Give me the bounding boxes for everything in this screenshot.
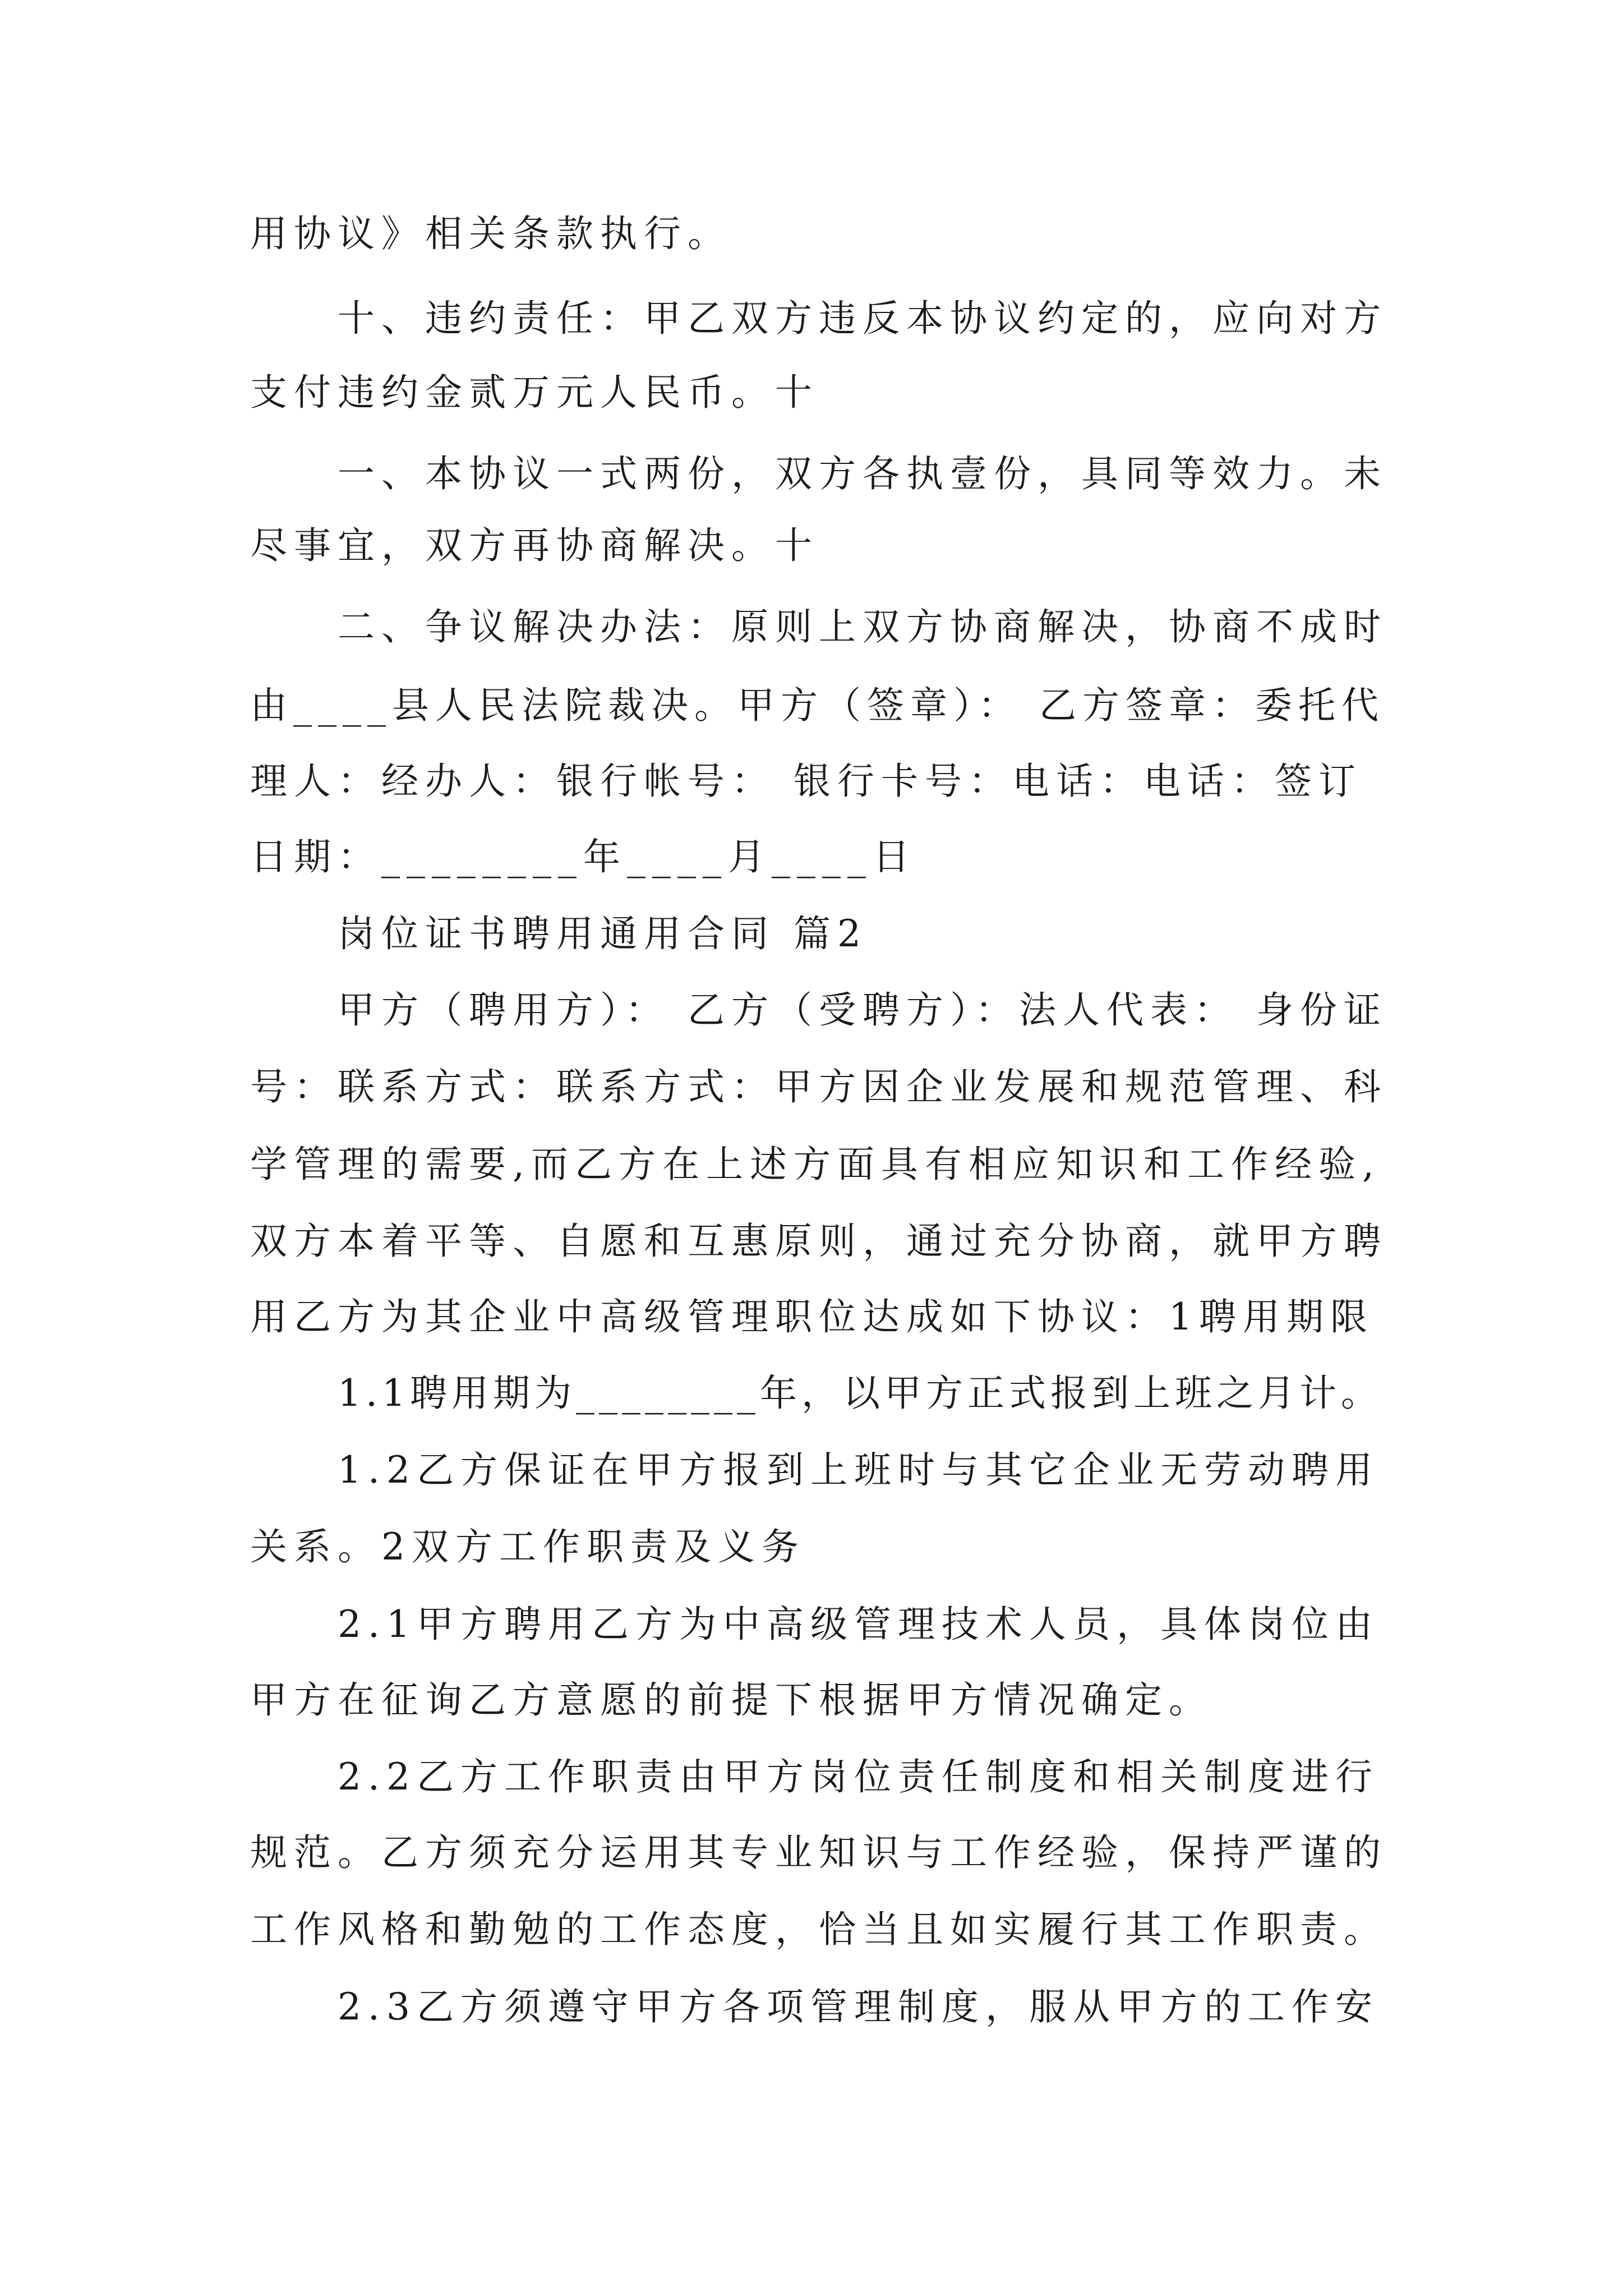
section-heading: 岗位证书聘用通用合同 篇2 xyxy=(338,912,868,955)
text-line: 学管理的需要,而乙方在上述方面具有相应知识和工作经验, xyxy=(250,1143,1381,1186)
text-line: 日期：________年____月____日 xyxy=(250,835,916,878)
text-line: 支付违约金贰万元人民币。十 xyxy=(250,371,819,414)
text-line: 甲方（聘用方）： 乙方（受聘方）：法人代表： 身份证 xyxy=(338,988,1387,1032)
text-line: 尽事宜，双方再协商解决。十 xyxy=(250,524,819,567)
text-line: 二、争议解决办法：原则上双方协商解决，协商不成时 xyxy=(338,605,1387,648)
text-line: 2.1甲方聘用乙方为中高级管理技术人员，具体岗位由 xyxy=(338,1603,1379,1646)
text-line: 甲方在征询乙方意愿的前提下根据甲方情况确定。 xyxy=(250,1678,1212,1722)
text-line: 理人：经办人：银行帐号： 银行卡号：电话：电话：签订 xyxy=(250,760,1362,803)
text-line: 2.3乙方须遵守甲方各项管理制度，服从甲方的工作安 xyxy=(338,1985,1379,2028)
text-line: 1.2乙方保证在甲方报到上班时与其它企业无劳动聘用 xyxy=(338,1448,1379,1492)
text-line: 2.2乙方工作职责由甲方岗位责任制度和相关制度进行 xyxy=(338,1755,1379,1798)
text-line: 由____县人民法院裁决。甲方（签章）： 乙方签章：委托代 xyxy=(250,684,1385,727)
text-line: 关系。2双方工作职责及义务 xyxy=(250,1525,805,1568)
text-line: 用协议》相关条款执行。 xyxy=(250,212,731,255)
text-line: 1.1聘用期为________年，以甲方正式报到上班之月计。 xyxy=(338,1372,1382,1415)
text-line: 双方本着平等、自愿和互惠原则，通过充分协商，就甲方聘 xyxy=(250,1220,1387,1263)
text-line: 一、本协议一式两份，双方各执壹份，具同等效力。未 xyxy=(338,452,1387,495)
text-line: 用乙方为其企业中高级管理职位达成如下协议：1聘用期限 xyxy=(250,1295,1374,1338)
text-line: 号：联系方式：联系方式：甲方因企业发展和规范管理、科 xyxy=(250,1065,1387,1108)
text-line: 规范。乙方须充分运用其专业知识与工作经验，保持严谨的 xyxy=(250,1831,1387,1874)
text-line: 十、违约责任：甲乙双方违反本协议约定的，应向对方 xyxy=(338,297,1387,340)
text-line: 工作风格和勤勉的工作态度，恰当且如实履行其工作职责。 xyxy=(250,1908,1387,1951)
